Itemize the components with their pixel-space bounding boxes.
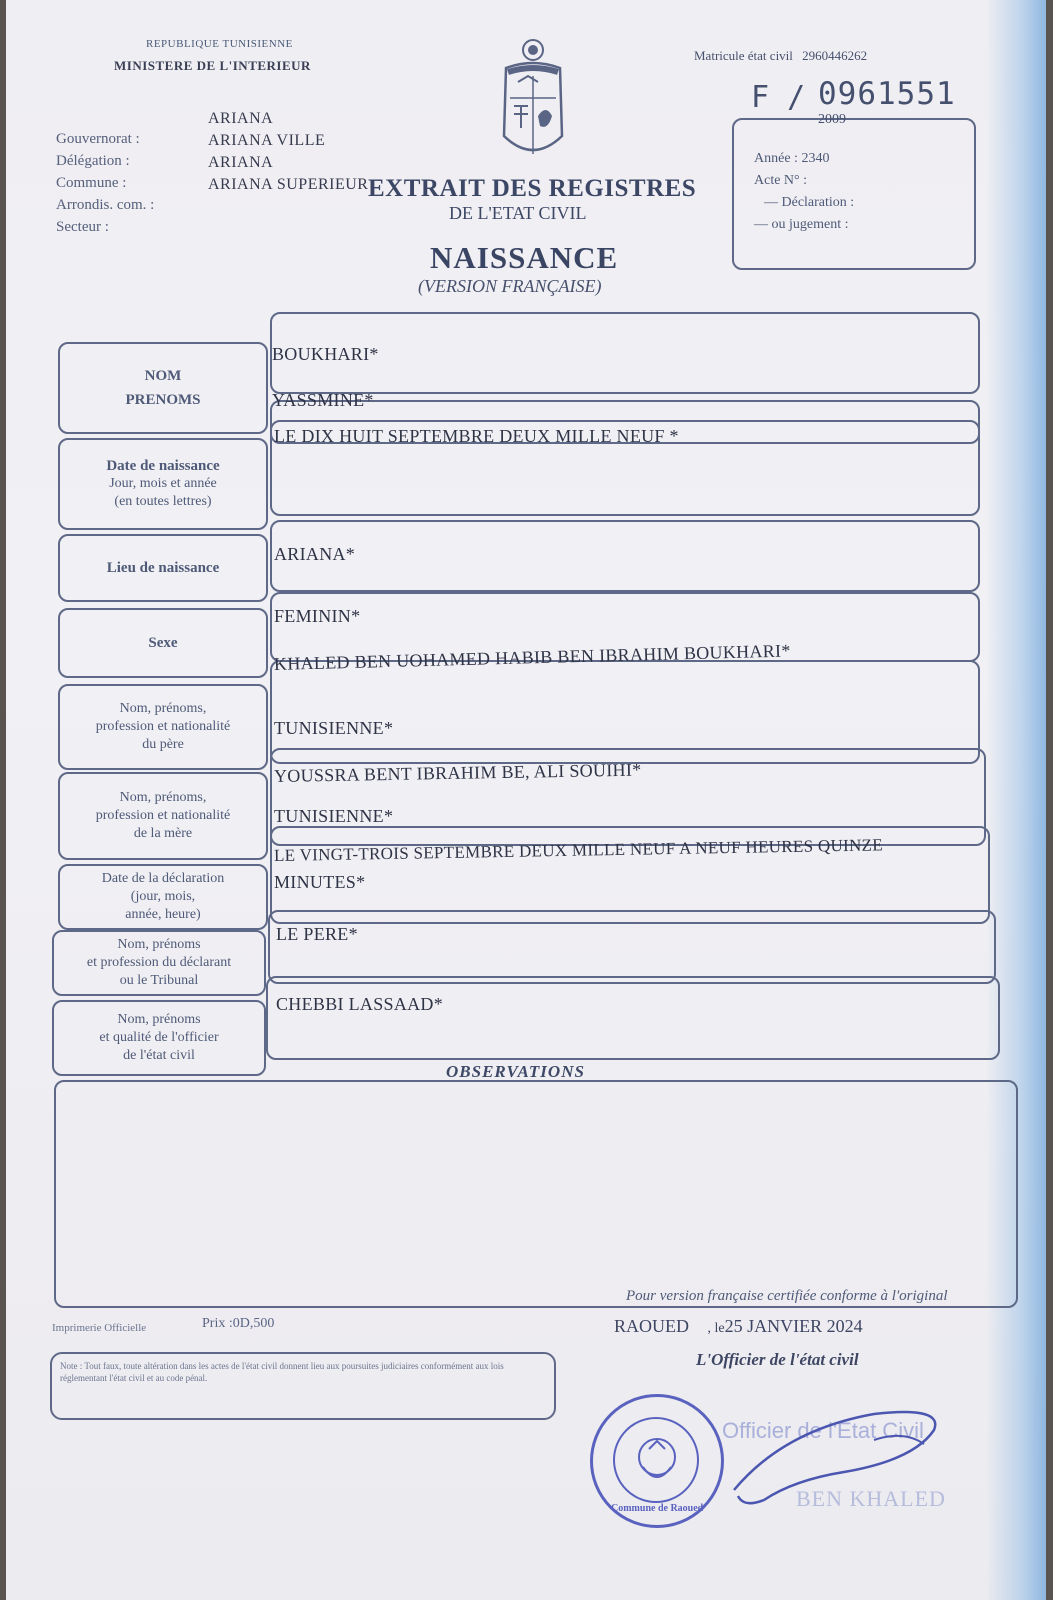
legal-note: Note : Tout faux, toute altération dans les actes de l'état civil donnent lieu aux poursuites judiciaires conformément aux lois réglementant l'état civil et au code pénal. <box>60 1361 504 1383</box>
republic-heading: REPUBLIQUE TUNISIENNE <box>146 38 293 50</box>
father-value1: KHALED BEN UOHAMED HABIB BEN IBRAHIM BOUKHARI* <box>273 640 791 674</box>
price: Prix :0D,500 <box>202 1316 275 1331</box>
mother-label2: profession et nationalité <box>95 808 231 823</box>
birthdate-sub1: Jour, mois et année <box>109 476 217 491</box>
declarant-value: LE PERE* <box>276 924 358 944</box>
prenoms-label: PRENOMS <box>125 392 201 408</box>
official-seal-icon <box>590 1394 724 1528</box>
decl-label3: année, heure) <box>125 907 201 922</box>
value-arrondissement: ARIANA SUPERIEUR <box>208 176 369 193</box>
birthdate-value: LE DIX HUIT SEPTEMBRE DEUX MILLE NEUF * <box>274 426 679 446</box>
year-label: Année : <box>754 151 798 166</box>
decl-label1: Date de la déclaration <box>101 871 225 886</box>
declaration-label: — Déclaration : <box>764 195 855 210</box>
father-label2: profession et nationalité <box>95 719 231 734</box>
title-extrait: EXTRAIT DES REGISTRES <box>368 175 697 202</box>
label-father <box>58 684 268 770</box>
sex-value: FEMININ* <box>274 606 361 626</box>
imprimerie: Imprimerie Officielle <box>52 1322 147 1334</box>
value-commune: ARIANA <box>208 154 274 171</box>
label-delegation: Délégation : <box>56 153 130 169</box>
title-naissance: NAISSANCE <box>430 240 619 275</box>
mother-value2: TUNISIENNE* <box>274 806 394 826</box>
officer-label1: Nom, prénoms <box>117 1012 201 1027</box>
label-gouvernorat: Gouvernorat : <box>56 131 140 147</box>
decl-value1: LE VINGT-TROIS SEPTEMBRE DEUX MILLE NEUF A NEUF HEURES QUINZE <box>273 835 884 865</box>
coat-of-arms-icon <box>488 36 578 166</box>
officer-stamp: Officier de l'Etat Civil <box>722 1418 924 1443</box>
birthdate-label: Date de naissance <box>106 458 220 474</box>
label-sex <box>58 608 268 678</box>
label-secteur: Secteur : <box>56 219 109 235</box>
label-birthdate <box>58 438 268 530</box>
location-labels <box>56 128 154 238</box>
date-prefix: , le <box>707 1321 725 1336</box>
ministry-heading: MINISTERE DE L'INTERIEUR <box>114 58 311 73</box>
mother-label1: Nom, prénoms, <box>119 790 207 805</box>
declarant-label3: ou le Tribunal <box>119 973 199 988</box>
prenoms-value: YASSMINE* <box>272 390 374 410</box>
decl-label2: (jour, mois, <box>130 889 196 904</box>
register-fields <box>754 148 854 236</box>
nom-value: BOUKHARI* <box>272 344 379 364</box>
label-birthplace <box>58 534 268 602</box>
certified-text: Pour version française certifiée conforme à l'original <box>626 1288 948 1304</box>
label-nom-prenoms <box>58 342 268 434</box>
date: 25 JANVIER 2024 <box>724 1316 863 1336</box>
location-values <box>208 108 368 196</box>
footer-place-date <box>614 1316 863 1337</box>
title-etat-civil: DE L'ETAT CIVIL <box>449 203 587 223</box>
serial-prefix: F / <box>751 80 806 115</box>
seal-text: Commune de Raoued <box>611 1503 704 1514</box>
label-declaration-date <box>58 864 268 930</box>
officer-stamp-name: BEN KHALED <box>796 1486 946 1511</box>
birthplace-label: Lieu de naissance <box>106 560 220 576</box>
place: RAOUED <box>614 1316 689 1336</box>
mother-label3: de la mère <box>133 826 193 841</box>
officer-title: L'Officier de l'état civil <box>696 1350 859 1369</box>
observations-title: OBSERVATIONS <box>446 1062 585 1081</box>
label-declarant <box>52 930 266 996</box>
father-value2: TUNISIENNE* <box>274 718 394 738</box>
act-number: 2340 <box>801 151 830 166</box>
matricule-value: 2960446262 <box>802 48 868 63</box>
decl-value2: MINUTES* <box>274 872 366 892</box>
birthplace-value-box <box>270 520 980 592</box>
title-version: (VERSION FRANÇAISE) <box>418 276 602 296</box>
father-label3: du père <box>142 737 184 752</box>
year-written: 2009 <box>818 112 846 127</box>
matricule-label: Matricule état civil <box>694 48 793 63</box>
act-label: Acte N° : <box>754 173 808 188</box>
mother-value1: YOUSSRA BENT IBRAHIM BE, ALI SOUIHI* <box>273 759 642 786</box>
declarant-label1: Nom, prénoms <box>117 937 201 952</box>
officer-label3: de l'état civil <box>123 1048 195 1063</box>
label-arrondissement: Arrondis. com. : <box>56 197 155 213</box>
judgement-label: — ou jugement : <box>754 217 849 232</box>
officer-label2: et qualité de l'officier <box>99 1030 219 1045</box>
observations-box <box>54 1080 1018 1308</box>
officer-value-box <box>266 976 1000 1060</box>
serial-number: 0961551 <box>818 76 956 112</box>
birthdate-sub2: (en toutes lettres) <box>114 494 212 509</box>
matricule <box>694 48 867 64</box>
signature-icon <box>724 1400 954 1510</box>
declarant-label2: et profession du déclarant <box>86 955 232 970</box>
paper-edge-shadow <box>986 0 1046 1600</box>
label-officer <box>52 1000 266 1076</box>
birthplace-value: ARIANA* <box>274 544 356 564</box>
value-gouvernorat: ARIANA <box>208 110 274 127</box>
label-commune: Commune : <box>56 175 127 191</box>
father-label1: Nom, prénoms, <box>119 701 207 716</box>
birth-certificate <box>6 0 1046 1600</box>
nom-label: NOM <box>144 368 182 384</box>
label-mother <box>58 772 268 860</box>
declarant-value-box <box>268 910 996 984</box>
sex-label: Sexe <box>148 635 178 651</box>
officer-value: CHEBBI LASSAAD* <box>276 994 444 1014</box>
value-delegation: ARIANA VILLE <box>208 132 326 149</box>
